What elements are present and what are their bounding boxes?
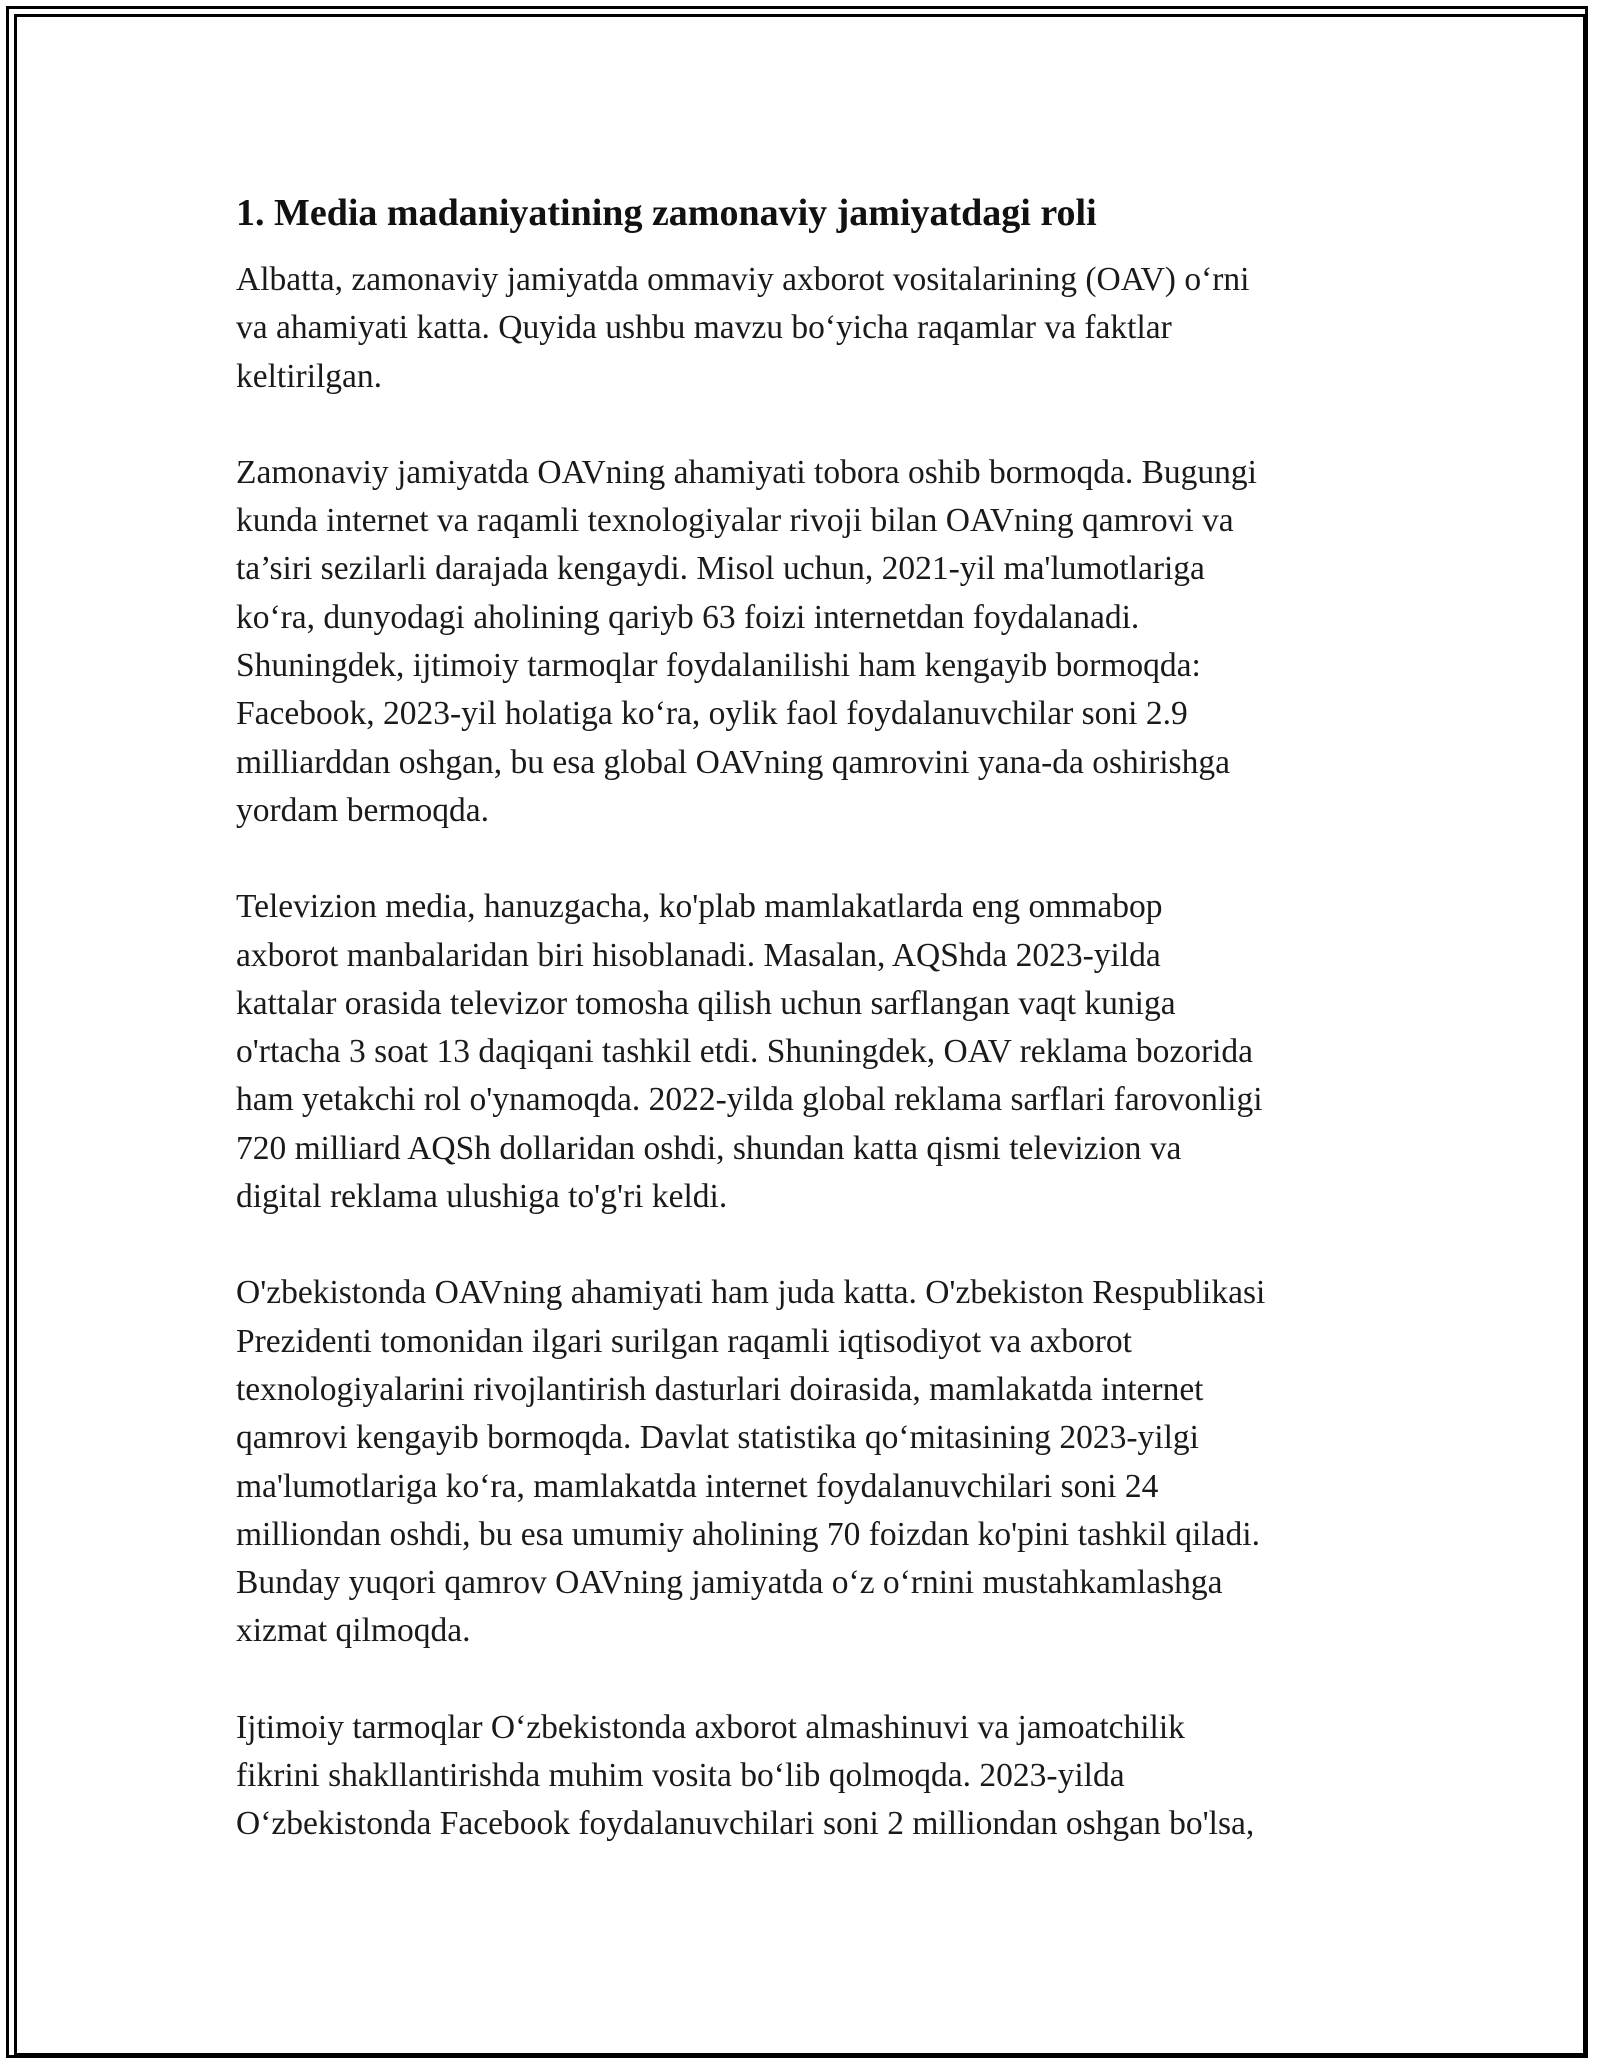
paragraph-intro — [236, 256, 1396, 401]
text-line: Zamonaviy jamiyatda OAVning ahamiyati tobora oshib bormoqda. Bugungi — [236, 453, 1257, 491]
text-line: Prezidenti tomonidan ilgari surilgan raqamli iqtisodiyot va axborot — [236, 1322, 1132, 1360]
document-body — [236, 188, 1396, 1897]
text-line: Shuningdek, ijtimoiy tarmoqlar foydalanilishi ham kengayib bormoqda: — [236, 647, 1201, 685]
text-line: xizmat qilmoqda. — [236, 1612, 471, 1650]
text-line: qamrovi kengayib bormoqda. Davlat statistika qo‘mitasining 2023-yilgi — [236, 1419, 1199, 1457]
text-line: O‘zbekistonda Facebook foydalanuvchilari soni 2 milliondan oshgan bo'lsa, — [236, 1805, 1255, 1843]
text-line: milliondan oshdi, bu esa umumiy aholining 70 foizdan ko'pini tashkil qiladi. — [236, 1515, 1260, 1553]
text-line: 720 milliard AQSh dollaridan oshdi, shundan katta qismi televizion va — [236, 1129, 1182, 1167]
text-line: kattalar orasida televizor tomosha qilish uchun sarflangan vaqt kuniga — [236, 984, 1176, 1022]
text-line: o'rtacha 3 soat 13 daqiqani tashkil etdi. Shuningdek, OAV reklama bozorida — [236, 1033, 1254, 1071]
paragraph-uzbekistan — [236, 1269, 1396, 1655]
text-line: keltirilgan. — [236, 357, 383, 395]
text-line: yordam bermoqda. — [236, 791, 490, 829]
text-line: Bunday yuqori qamrov OAVning jamiyatda o‘z o‘rnini mustahkamlashga — [236, 1564, 1223, 1602]
text-line: Facebook, 2023-yil holatiga ko‘ra, oylik faol foydalanuvchilar soni 2.9 — [236, 695, 1188, 733]
text-line: Ijtimoiy tarmoqlar O‘zbekistonda axborot almashinuvi va jamoatchilik — [236, 1708, 1185, 1746]
text-line: ma'lumotlariga ko‘ra, mamlakatda internet foydalanuvchilari soni 24 — [236, 1467, 1159, 1505]
text-line: axborot manbalaridan biri hisoblanadi. Masalan, AQShda 2023-yilda — [236, 936, 1161, 974]
text-line: ko‘ra, dunyodagi aholining qariyb 63 foizi internetdan foydalanadi. — [236, 598, 1140, 636]
text-line: va ahamiyati katta. Quyida ushbu mavzu bo‘yicha raqamlar va faktlar — [236, 309, 1172, 347]
text-line: Televizion media, hanuzgacha, ko'plab mamlakatlarda eng ommabop — [236, 888, 1163, 926]
text-line: ta’siri sezilarli darajada kengaydi. Misol uchun, 2021-yil ma'lumotlariga — [236, 550, 1205, 588]
text-line: Albatta, zamonaviy jamiyatda ommaviy axborot vositalarining (OAV) o‘rni — [236, 261, 1250, 298]
text-line: milliarddan oshgan, bu esa global OAVning qamrovini yana-da oshirishga — [236, 743, 1230, 781]
text-line: texnologiyalarini rivojlantirish dasturlari doirasida, mamlakatda internet — [236, 1370, 1204, 1408]
paragraph-global-media — [236, 449, 1396, 835]
section-title: 1. Media madaniyatining zamonaviy jamiyatdagi roli — [236, 192, 1097, 234]
text-line: kunda internet va raqamli texnologiyalar rivoji bilan OAVning qamrovi va — [236, 502, 1234, 540]
text-line: ham yetakchi rol o'ynamoqda. 2022-yilda global reklama sarflari farovonligi — [236, 1081, 1263, 1119]
text-line: O'zbekistonda OAVning ahamiyati ham juda katta. O'zbekiston Respublikasi — [236, 1274, 1266, 1312]
text-line: fikrini shakllantirishda muhim vosita bo‘lib qolmoqda. 2023-yilda — [236, 1757, 1125, 1795]
paragraph-social-networks — [236, 1704, 1396, 1849]
text-line: digital reklama ulushiga to'g'ri keldi. — [236, 1178, 728, 1216]
paragraph-television — [236, 883, 1396, 1221]
